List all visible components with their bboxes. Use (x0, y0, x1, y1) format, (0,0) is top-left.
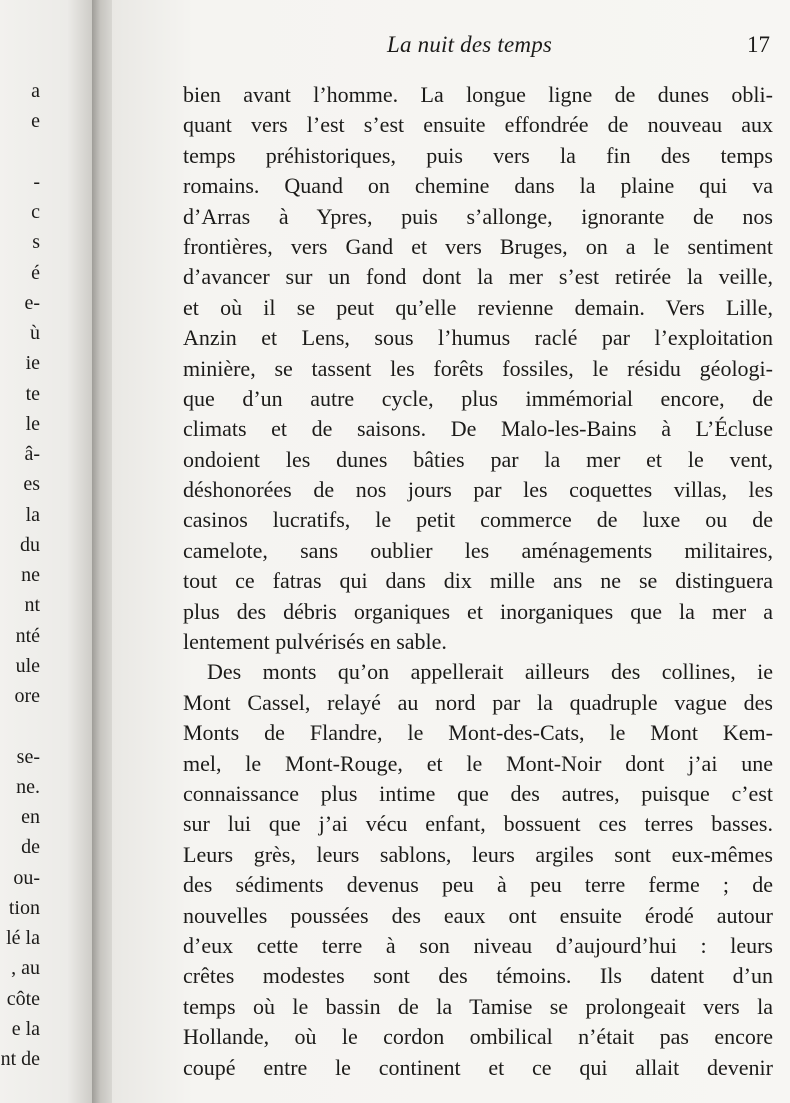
page-number: 17 (747, 32, 770, 57)
left-page-line: nt de (0, 1048, 40, 1070)
text-line: temps préhistoriques, puis vers la fin des temps (183, 142, 773, 168)
text-line: temps où le bassin de la Tamise se prolongeait vers la (183, 993, 773, 1019)
text-line: des sédiments devenus peu à peu terre ferme ; de (183, 872, 773, 898)
text-line: connaissance plus intime que des autres, puisque c’est (183, 780, 773, 806)
left-page-line: se- (16, 745, 40, 768)
left-facing-page (0, 0, 96, 1103)
text-line: camelote, sans oublier les aménagements militaires, (183, 537, 773, 563)
left-page-line: é (31, 261, 40, 284)
text-line: Monts de Flandre, le Mont-des-Cats, le Mont Kem- (183, 720, 773, 746)
text-line: déshonorées de nos jours par les coquettes villas, les (183, 477, 773, 503)
text-line: coupé entre le continent et ce qui allait devenir (183, 1054, 773, 1080)
text-line: d’eux cette terre à son niveau d’aujourd’hui : leurs (183, 932, 773, 958)
text-line: que d’un autre cycle, plus immémorial encore, de (183, 385, 773, 411)
left-page-line: es (23, 473, 40, 496)
running-title: La nuit des temps (387, 32, 553, 57)
text-line: climats et de saisons. De Malo-les-Bains à L’Écluse (183, 416, 773, 442)
text-line: Anzin et Lens, sous l’humus raclé par l’exploitation (183, 325, 773, 351)
left-page-line (0, 137, 40, 167)
text-line: minière, se tassent les forêts fossiles, le résidu géologi- (183, 355, 773, 381)
text-line: casinos lucratifs, le petit commerce de luxe ou de (183, 507, 773, 533)
left-page-line: e- (24, 291, 40, 314)
text-line: tout ce fatras qui dans dix mille ans ne se distinguera (183, 568, 773, 594)
text-line: sur lui que j’ai vécu enfant, bossuent ces terres basses. (183, 811, 773, 837)
left-page-line: ore (14, 685, 40, 707)
left-page-line: ou- (13, 866, 40, 889)
text-line: ondoient les dunes bâties par la mer et le vent, (183, 446, 773, 472)
left-page-line: la (25, 503, 40, 526)
left-page-line: ù (30, 322, 40, 344)
left-page-line: du (20, 533, 40, 556)
text-line: mel, le Mont-Rouge, et le Mont-Noir dont j’ai une (183, 750, 773, 776)
left-page-line: - (33, 170, 40, 193)
text-line: romains. Quand on chemine dans la plaine qui va (183, 173, 773, 199)
left-page-line: , au (11, 957, 40, 980)
left-page-line: e (31, 110, 40, 133)
left-page-line: e la (11, 1017, 40, 1040)
body-text (183, 80, 773, 1083)
left-page-line: ne (21, 564, 40, 586)
left-page-line: de (21, 836, 40, 859)
text-line: Mont Cassel, relayé au nord par la quadruple vague des (183, 689, 773, 715)
left-page-line: lé la (6, 927, 40, 949)
text-line: plus des débris organiques et inorganiques que la mer a (183, 598, 773, 624)
text-line: crêtes modestes sont des témoins. Ils datent d’un (183, 963, 773, 989)
text-line: lentement pulvérisés en sable. (183, 629, 447, 655)
left-page-line: s (32, 231, 40, 254)
left-page-line: ie (25, 352, 40, 375)
left-page-line: nté (15, 624, 40, 647)
left-page-line: ule (15, 654, 40, 677)
right-page (112, 0, 790, 1103)
left-page-line (0, 711, 40, 741)
text-line: Des monts qu’on appellerait ailleurs des collines, ie (207, 659, 773, 685)
text-line: et où il se peut qu’elle revienne demain. Vers Lille, (183, 294, 773, 320)
text-line: bien avant l’homme. La longue ligne de dunes obli- (183, 82, 773, 107)
left-page-line: le (25, 412, 40, 435)
left-page-line: nt (24, 594, 40, 617)
left-page-text-fragments (0, 76, 40, 1074)
left-page-line: te (25, 382, 40, 405)
left-page-line: a (31, 80, 40, 102)
text-line: nouvelles poussées des eaux ont ensuite érodé autour (183, 902, 773, 928)
text-line: frontières, vers Gand et vers Bruges, on a le sentiment (183, 233, 773, 259)
text-line: d’avancer sur un fond dont la mer s’est retirée la veille, (183, 264, 773, 290)
left-page-line: â- (24, 443, 40, 465)
left-page-line: c (31, 201, 40, 223)
text-line: quant vers l’est s’est ensuite effondrée de nouveau aux (183, 112, 773, 138)
left-page-line: en (21, 806, 40, 828)
text-line: Hollande, où le cordon ombilical n’était pas encore (183, 1024, 773, 1050)
text-line: Leurs grès, leurs sablons, leurs argiles sont eux-mêmes (183, 841, 773, 867)
text-line: d’Arras à Ypres, puis s’allonge, ignorante de nos (183, 203, 773, 229)
left-page-line: tion (8, 896, 40, 919)
left-page-line: ne. (16, 775, 40, 798)
running-header (112, 30, 790, 64)
left-page-line: côte (6, 987, 40, 1010)
